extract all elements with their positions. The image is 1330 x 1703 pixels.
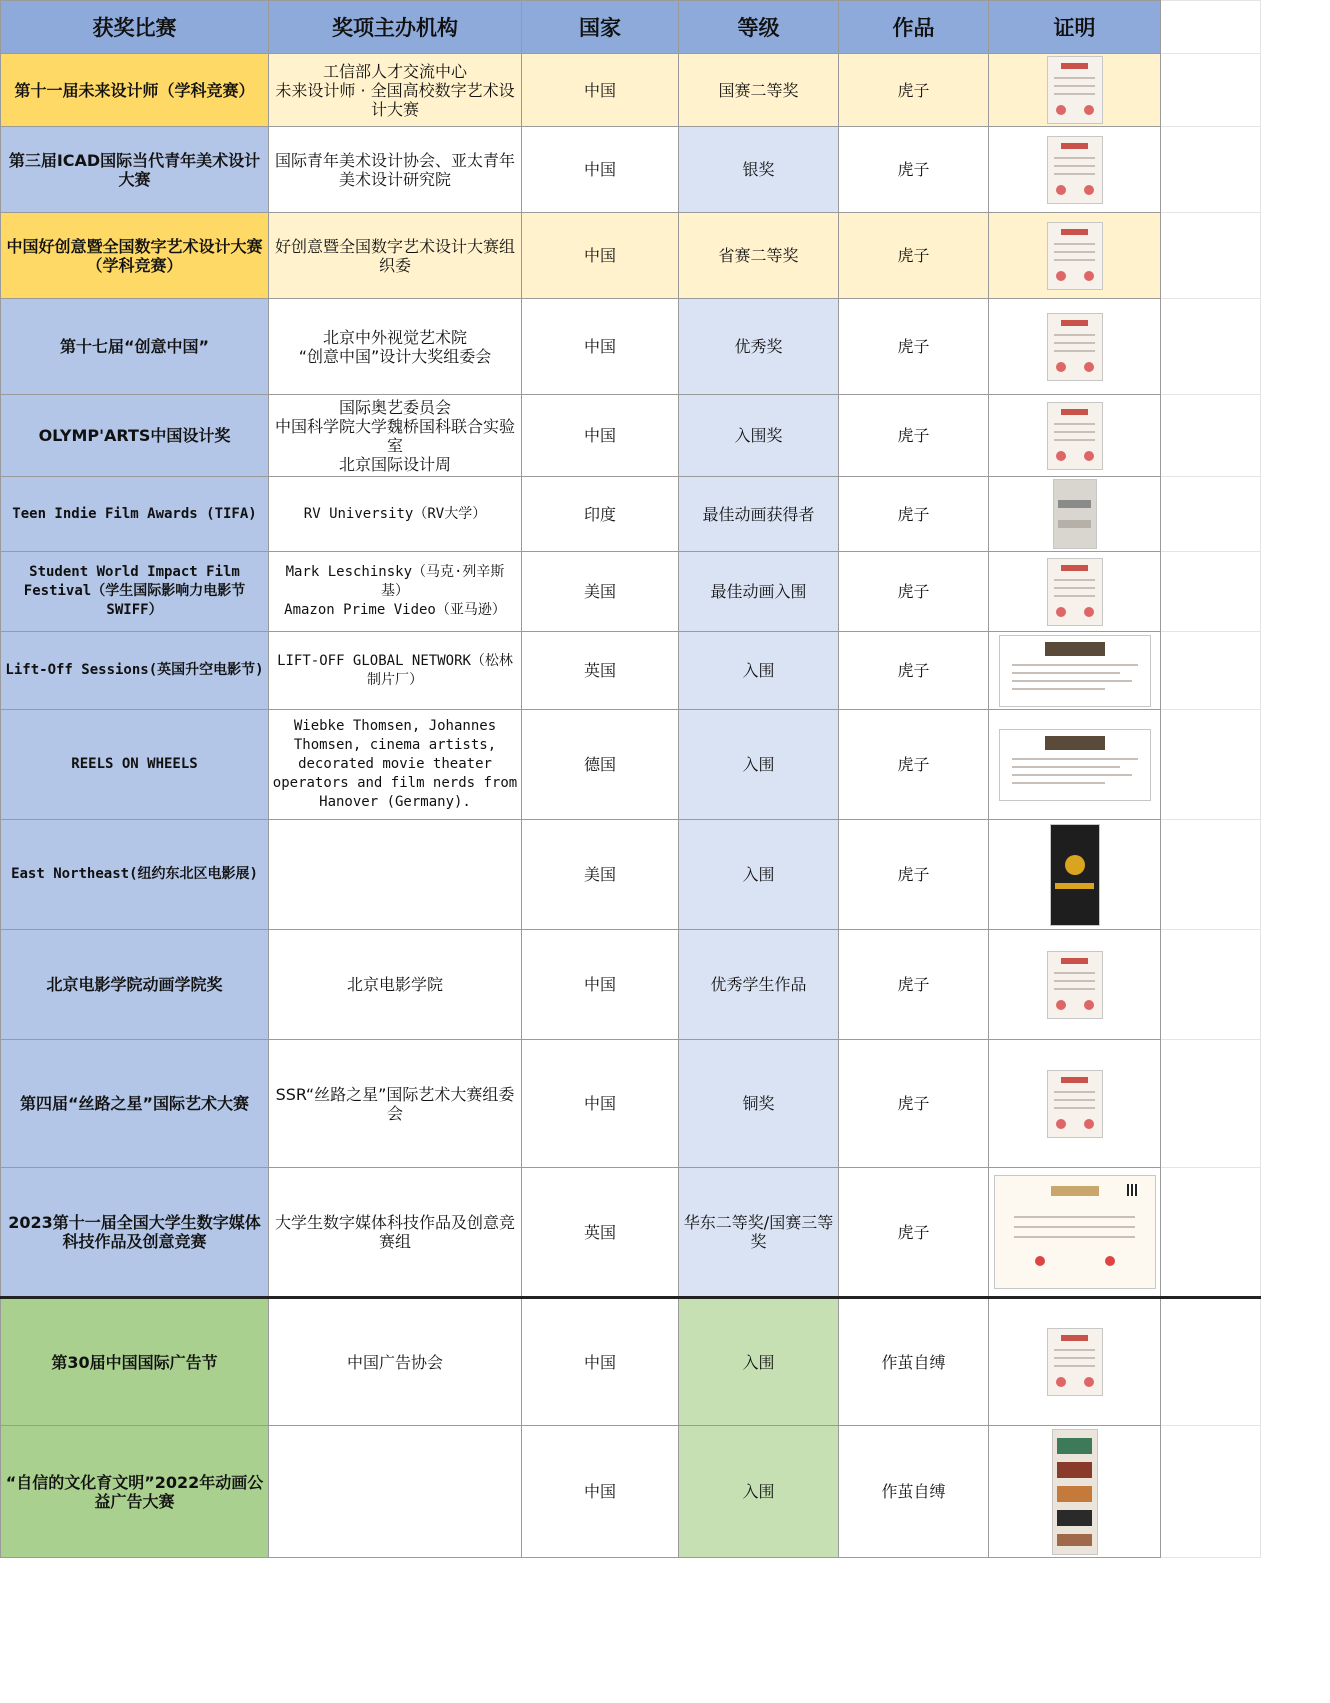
certificate-thumbnail[interactable] bbox=[1047, 56, 1103, 124]
cell-competition[interactable]: 第十七届“创意中国” bbox=[1, 299, 269, 395]
table-row bbox=[1, 395, 1261, 477]
cell-work[interactable]: 作茧自缚 bbox=[839, 1298, 989, 1426]
cell-empty[interactable] bbox=[1161, 213, 1261, 299]
cell-proof[interactable] bbox=[989, 299, 1161, 395]
cell-organizer[interactable]: RV University（RV大学） bbox=[269, 477, 522, 552]
header-organizer[interactable]: 奖项主办机构 bbox=[269, 1, 522, 54]
cell-proof[interactable] bbox=[989, 930, 1161, 1040]
certificate-thumbnail[interactable] bbox=[1047, 558, 1103, 626]
cell-organizer[interactable] bbox=[269, 820, 522, 930]
cell-competition[interactable]: Student World Impact Film Festival（学生国际影响力电影节SWIFF） bbox=[1, 552, 269, 632]
cell-country[interactable]: 中国 bbox=[522, 395, 679, 477]
cell-competition[interactable]: 2023第十一届全国大学生数字媒体科技作品及创意竞赛 bbox=[1, 1168, 269, 1298]
table-row bbox=[1, 213, 1261, 299]
cell-work[interactable]: 虎子 bbox=[839, 1040, 989, 1168]
email-screenshot-thumbnail[interactable] bbox=[999, 635, 1151, 707]
cell-proof[interactable] bbox=[989, 127, 1161, 213]
cell-organizer[interactable]: 中国广告协会 bbox=[269, 1298, 522, 1426]
cell-organizer[interactable]: 北京中外视觉艺术院 “创意中国”设计大奖组委会 bbox=[269, 299, 522, 395]
cell-proof[interactable] bbox=[989, 710, 1161, 820]
table-row bbox=[1, 54, 1261, 127]
cell-country[interactable]: 英国 bbox=[522, 632, 679, 710]
cell-organizer[interactable]: 北京电影学院 bbox=[269, 930, 522, 1040]
cell-country[interactable]: 中国 bbox=[522, 127, 679, 213]
cell-competition[interactable]: Teen Indie Film Awards (TIFA) bbox=[1, 477, 269, 552]
cell-proof[interactable] bbox=[989, 54, 1161, 127]
cell-organizer[interactable]: Mark Leschinsky（马克·列辛斯基） Amazon Prime Video（亚马逊） bbox=[269, 552, 522, 632]
cell-empty[interactable] bbox=[1161, 477, 1261, 552]
cell-level[interactable]: 最佳动画获得者 bbox=[679, 477, 839, 552]
cell-country[interactable]: 英国 bbox=[522, 1168, 679, 1298]
cell-competition[interactable]: “自信的文化育文明”2022年动画公益广告大赛 bbox=[1, 1426, 269, 1558]
cell-country[interactable]: 德国 bbox=[522, 710, 679, 820]
cell-country[interactable]: 中国 bbox=[522, 930, 679, 1040]
table-row bbox=[1, 1426, 1261, 1558]
cell-level[interactable]: 优秀学生作品 bbox=[679, 930, 839, 1040]
cell-country[interactable]: 中国 bbox=[522, 1298, 679, 1426]
cell-work[interactable]: 虎子 bbox=[839, 1168, 989, 1298]
award-photo-thumbnail[interactable] bbox=[1053, 479, 1097, 549]
cell-proof[interactable] bbox=[989, 632, 1161, 710]
cell-competition[interactable]: 第三届ICAD国际当代青年美术设计大赛 bbox=[1, 127, 269, 213]
table-row bbox=[1, 1040, 1261, 1168]
cell-work[interactable]: 虎子 bbox=[839, 820, 989, 930]
cell-proof[interactable] bbox=[989, 1168, 1161, 1298]
table-row bbox=[1, 632, 1261, 710]
cell-level[interactable]: 省赛二等奖 bbox=[679, 213, 839, 299]
cell-empty[interactable] bbox=[1161, 127, 1261, 213]
cell-level[interactable]: 入围 bbox=[679, 1426, 839, 1558]
cell-proof[interactable] bbox=[989, 1298, 1161, 1426]
cell-country[interactable]: 中国 bbox=[522, 213, 679, 299]
cell-organizer[interactable]: 工信部人才交流中心 未来设计师 · 全国高校数字艺术设计大赛 bbox=[269, 54, 522, 127]
cell-organizer[interactable] bbox=[269, 1426, 522, 1558]
cell-organizer[interactable]: 国际青年美术设计协会、亚太青年美术设计研究院 bbox=[269, 127, 522, 213]
cell-level[interactable]: 入围 bbox=[679, 820, 839, 930]
cell-competition[interactable]: East Northeast(纽约东北区电影展) bbox=[1, 820, 269, 930]
laurel-poster-thumbnail[interactable] bbox=[1050, 824, 1100, 926]
table-row bbox=[1, 1168, 1261, 1298]
cell-proof[interactable] bbox=[989, 1040, 1161, 1168]
cell-level[interactable]: 入围 bbox=[679, 1298, 839, 1426]
cell-work[interactable]: 虎子 bbox=[839, 552, 989, 632]
cell-proof[interactable] bbox=[989, 477, 1161, 552]
cell-empty[interactable] bbox=[1161, 1426, 1261, 1558]
cell-competition[interactable]: 第四届“丝路之星”国际艺术大赛 bbox=[1, 1040, 269, 1168]
header-proof[interactable]: 证明 bbox=[989, 1, 1161, 54]
cell-competition[interactable]: Lift-Off Sessions(英国升空电影节) bbox=[1, 632, 269, 710]
cell-empty[interactable] bbox=[1161, 1168, 1261, 1298]
cell-competition[interactable]: 第30届中国国际广告节 bbox=[1, 1298, 269, 1426]
cell-competition[interactable]: 中国好创意暨全国数字艺术设计大赛（学科竞赛） bbox=[1, 213, 269, 299]
cell-level[interactable]: 国赛二等奖 bbox=[679, 54, 839, 127]
cell-organizer[interactable]: SSR“丝路之星”国际艺术大赛组委会 bbox=[269, 1040, 522, 1168]
certificate-thumbnail[interactable] bbox=[1047, 136, 1103, 204]
cell-work[interactable]: 虎子 bbox=[839, 299, 989, 395]
cell-work[interactable]: 虎子 bbox=[839, 930, 989, 1040]
cell-competition[interactable]: OLYMP'ARTS中国设计奖 bbox=[1, 395, 269, 477]
cell-empty[interactable] bbox=[1161, 54, 1261, 127]
cell-country[interactable]: 美国 bbox=[522, 552, 679, 632]
honor-certificate-thumbnail[interactable] bbox=[994, 1175, 1156, 1289]
cell-level[interactable]: 最佳动画入围 bbox=[679, 552, 839, 632]
cell-level[interactable]: 入围奖 bbox=[679, 395, 839, 477]
cell-work[interactable]: 虎子 bbox=[839, 395, 989, 477]
header-country[interactable]: 国家 bbox=[522, 1, 679, 54]
email-screenshot-thumbnail[interactable] bbox=[999, 729, 1151, 801]
table-row bbox=[1, 299, 1261, 395]
cell-work[interactable]: 虎子 bbox=[839, 213, 989, 299]
cell-work[interactable]: 虎子 bbox=[839, 632, 989, 710]
cell-organizer[interactable]: 国际奥艺委员会 中国科学院大学魏桥国科联合实验室 北京国际设计周 bbox=[269, 395, 522, 477]
certificate-thumbnail[interactable] bbox=[1047, 402, 1103, 470]
cell-level[interactable]: 入围 bbox=[679, 710, 839, 820]
table-row bbox=[1, 930, 1261, 1040]
header-row bbox=[1, 1, 1261, 54]
cell-country[interactable]: 中国 bbox=[522, 299, 679, 395]
cell-empty[interactable] bbox=[1161, 1040, 1261, 1168]
cell-level[interactable]: 优秀奖 bbox=[679, 299, 839, 395]
cell-proof[interactable] bbox=[989, 552, 1161, 632]
cell-country[interactable]: 印度 bbox=[522, 477, 679, 552]
certificate-thumbnail[interactable] bbox=[1047, 313, 1103, 381]
table-row bbox=[1, 477, 1261, 552]
table-row bbox=[1, 710, 1261, 820]
cell-organizer[interactable]: 大学生数字媒体科技作品及创意竞赛组 bbox=[269, 1168, 522, 1298]
cell-level[interactable]: 银奖 bbox=[679, 127, 839, 213]
cell-proof[interactable] bbox=[989, 1426, 1161, 1558]
cell-organizer[interactable]: Wiebke Thomsen, Johannes Thomsen, cinema artists, decorated movie theater operators and film nerds from Hanover (Germany). bbox=[269, 710, 522, 820]
table-row bbox=[1, 820, 1261, 930]
cell-work[interactable]: 虎子 bbox=[839, 710, 989, 820]
table-row bbox=[1, 127, 1261, 213]
cell-empty[interactable] bbox=[1161, 552, 1261, 632]
cell-empty[interactable] bbox=[1161, 632, 1261, 710]
header-level[interactable]: 等级 bbox=[679, 1, 839, 54]
header-empty[interactable] bbox=[1161, 1, 1261, 54]
certificate-thumbnail[interactable] bbox=[1047, 1070, 1103, 1138]
cell-country[interactable]: 中国 bbox=[522, 1426, 679, 1558]
cell-competition[interactable]: 第十一届未来设计师（学科竞赛） bbox=[1, 54, 269, 127]
cell-country[interactable]: 美国 bbox=[522, 820, 679, 930]
cell-empty[interactable] bbox=[1161, 299, 1261, 395]
cell-competition[interactable]: 北京电影学院动画学院奖 bbox=[1, 930, 269, 1040]
cell-empty[interactable] bbox=[1161, 820, 1261, 930]
cell-work[interactable]: 虎子 bbox=[839, 54, 989, 127]
cell-work[interactable]: 作茧自缚 bbox=[839, 1426, 989, 1558]
cell-level[interactable]: 入围 bbox=[679, 632, 839, 710]
table-row bbox=[1, 552, 1261, 632]
certificate-thumbnail[interactable] bbox=[1047, 951, 1103, 1019]
certificate-thumbnail[interactable] bbox=[1047, 222, 1103, 290]
cell-organizer[interactable]: 好创意暨全国数字艺术设计大赛组织委 bbox=[269, 213, 522, 299]
cell-proof[interactable] bbox=[989, 820, 1161, 930]
cell-empty[interactable] bbox=[1161, 1298, 1261, 1426]
table-row bbox=[1, 1298, 1261, 1426]
certificate-thumbnail[interactable] bbox=[1047, 1328, 1103, 1396]
cell-empty[interactable] bbox=[1161, 710, 1261, 820]
poster-collage-thumbnail[interactable] bbox=[1052, 1429, 1098, 1555]
cell-empty[interactable] bbox=[1161, 930, 1261, 1040]
cell-work[interactable]: 虎子 bbox=[839, 477, 989, 552]
header-work[interactable]: 作品 bbox=[839, 1, 989, 54]
cell-organizer[interactable]: LIFT-OFF GLOBAL NETWORK（松林制片厂） bbox=[269, 632, 522, 710]
cell-work[interactable]: 虎子 bbox=[839, 127, 989, 213]
cell-competition[interactable]: REELS ON WHEELS bbox=[1, 710, 269, 820]
cell-empty[interactable] bbox=[1161, 395, 1261, 477]
cell-level[interactable]: 铜奖 bbox=[679, 1040, 839, 1168]
cell-country[interactable]: 中国 bbox=[522, 1040, 679, 1168]
cell-proof[interactable] bbox=[989, 213, 1161, 299]
cell-proof[interactable] bbox=[989, 395, 1161, 477]
cell-country[interactable]: 中国 bbox=[522, 54, 679, 127]
cell-level[interactable]: 华东二等奖/国赛三等奖 bbox=[679, 1168, 839, 1298]
header-competition[interactable]: 获奖比赛 bbox=[1, 1, 269, 54]
